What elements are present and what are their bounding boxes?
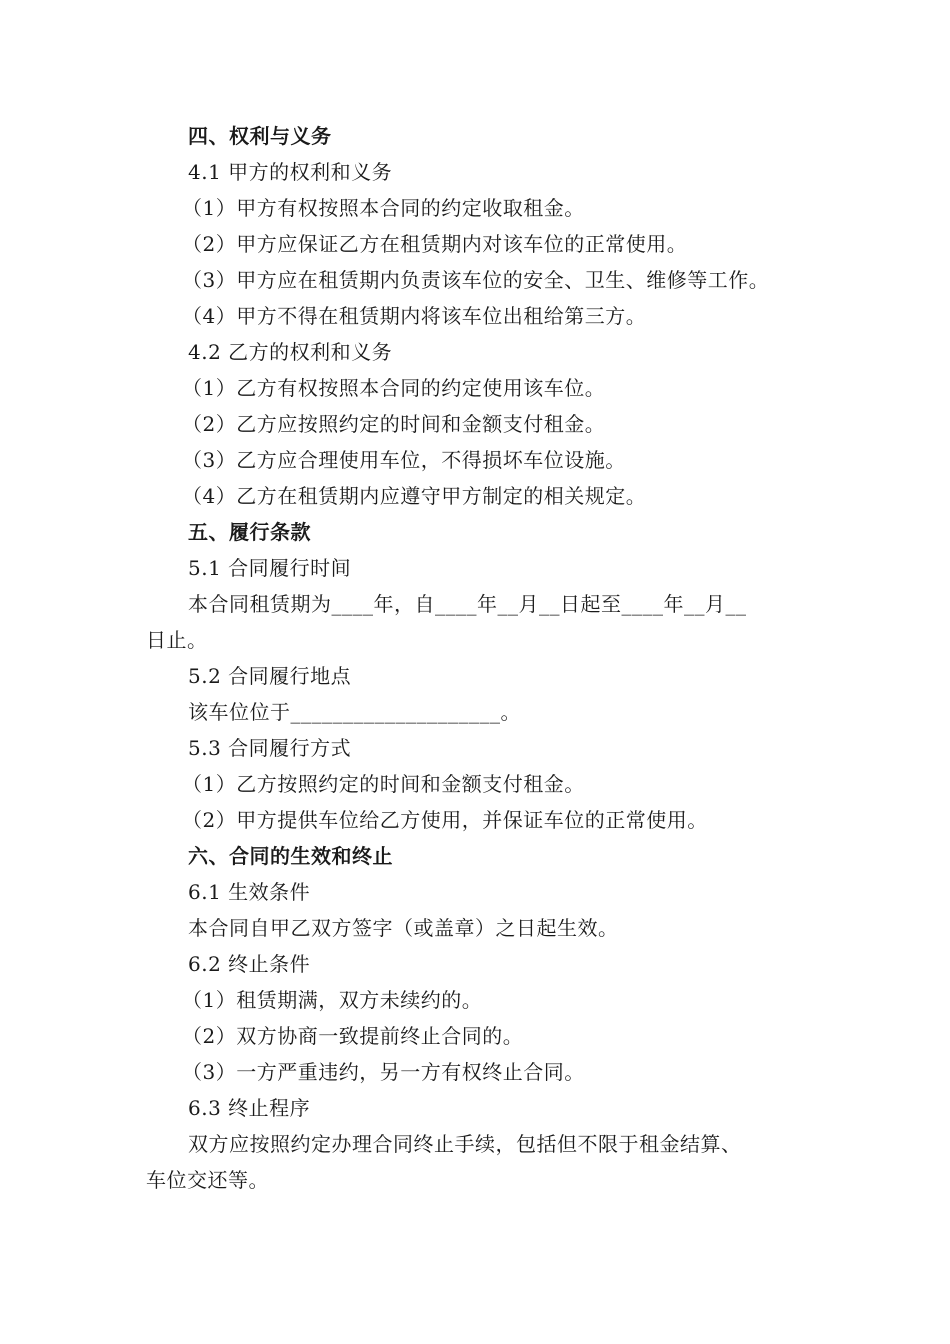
paragraph-lease-term-line1: 本合同租赁期为____年，自____年__月__日起至____年__月__ [188,592,747,616]
list-item: （1）租赁期满，双方未续约的。 [182,988,483,1012]
list-item: （2）乙方应按照约定的时间和金额支付租金。 [182,412,606,436]
subsection-title-party-b: 4.2 乙方的权利和义务 [188,340,393,364]
subsection-title-party-a: 4.1 甲方的权利和义务 [188,160,393,184]
list-item: （2）甲方提供车位给乙方使用，并保证车位的正常使用。 [182,808,708,832]
paragraph-termination-procedure-line2: 车位交还等。 [146,1168,269,1192]
subsection-title-performance-method: 5.3 合同履行方式 [188,736,352,760]
list-item: （1）乙方有权按照本合同的约定使用该车位。 [182,376,606,400]
list-item: （3）一方严重违约，另一方有权终止合同。 [182,1060,585,1084]
document-body [146,118,826,1198]
list-item: （4）甲方不得在租赁期内将该车位出租给第三方。 [182,304,647,328]
list-item: （2）甲方应保证乙方在租赁期内对该车位的正常使用。 [182,232,688,256]
section-heading-effect-termination: 六、合同的生效和终止 [188,844,393,868]
list-item: （2）双方协商一致提前终止合同的。 [182,1024,524,1048]
list-item: （4）乙方在租赁期内应遵守甲方制定的相关规定。 [182,484,647,508]
section-heading-performance: 五、履行条款 [188,520,311,544]
list-item: （3）甲方应在租赁期内负责该车位的安全、卫生、维修等工作。 [182,268,770,292]
paragraph-lease-term-line2: 日止。 [146,628,208,652]
subsection-title-performance-time: 5.1 合同履行时间 [188,556,352,580]
subsection-title-performance-place: 5.2 合同履行地点 [188,664,352,688]
list-item: （3）乙方应合理使用车位，不得损坏车位设施。 [182,448,626,472]
subsection-title-effective-conditions: 6.1 生效条件 [188,880,311,904]
subsection-title-termination-procedure: 6.3 终止程序 [188,1096,311,1120]
list-item: （1）甲方有权按照本合同的约定收取租金。 [182,196,585,220]
paragraph-termination-procedure-line1: 双方应按照约定办理合同终止手续，包括但不限于租金结算、 [188,1132,742,1156]
list-item: （1）乙方按照约定的时间和金额支付租金。 [182,772,585,796]
subsection-title-termination-conditions: 6.2 终止条件 [188,952,311,976]
paragraph-parking-location: 该车位位于____________________。 [188,700,521,724]
paragraph-effective-conditions: 本合同自甲乙双方签字（或盖章）之日起生效。 [188,916,619,940]
section-heading-rights-obligations: 四、权利与义务 [188,124,332,148]
